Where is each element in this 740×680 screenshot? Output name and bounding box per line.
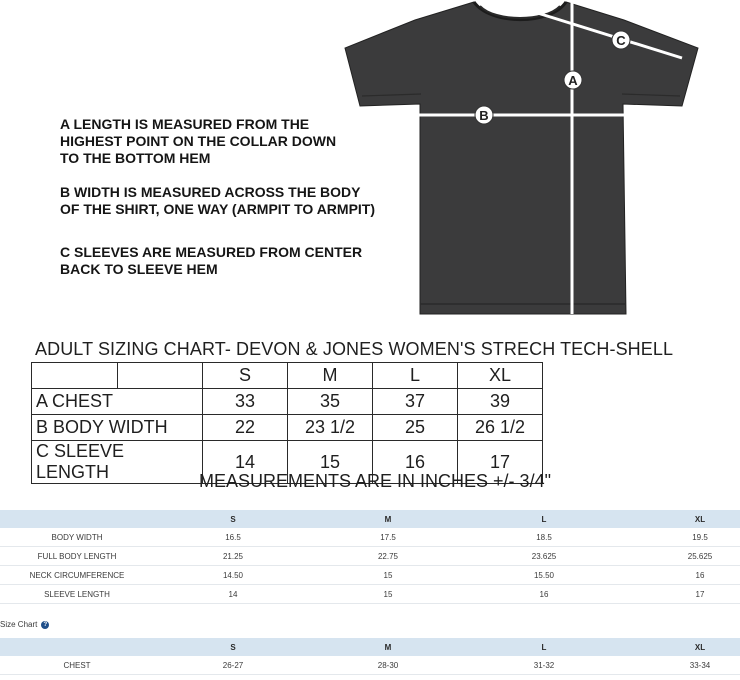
table-cell: 22 xyxy=(203,415,288,441)
row-label: NECK CIRCUMFERENCE xyxy=(29,570,125,580)
table-cell: 33 xyxy=(203,389,288,415)
table-cell: 26-27 xyxy=(222,660,244,670)
size-header: M xyxy=(384,642,392,652)
table-cell: 23 1/2 xyxy=(288,415,373,441)
note-sleeve: C SLEEVES ARE MEASURED FROM CENTER BACK TO SLEEVE HEM xyxy=(60,244,363,277)
spec-header-row xyxy=(0,510,740,528)
table-cell: 14 xyxy=(228,589,238,599)
table-row xyxy=(0,547,740,566)
marker-c xyxy=(612,31,630,49)
row-label: B BODY WIDTH xyxy=(32,415,203,441)
tshirt-diagram xyxy=(340,0,740,320)
adult-row-body-width xyxy=(32,415,543,441)
table-cell: 17 xyxy=(695,589,705,599)
table-cell: 33-34 xyxy=(689,660,711,670)
measurement-tolerance-note: MEASUREMENTS ARE IN INCHES +/- 3/4" xyxy=(199,471,551,491)
size-header: XL xyxy=(458,363,543,389)
row-label: A CHEST xyxy=(32,389,203,415)
table-cell: 19.5 xyxy=(692,532,708,542)
table-cell: 15.50 xyxy=(533,570,555,580)
size-chart-label: Size Chart xyxy=(0,620,38,629)
table-cell: 16 xyxy=(695,570,705,580)
table-row xyxy=(0,585,740,604)
table-cell: 17 xyxy=(458,441,543,484)
note-length: A LENGTH IS MEASURED FROM THE HIGHEST POINT ON THE COLLAR DOWN TO THE BOTTOM HEM xyxy=(60,116,337,166)
size-header: S xyxy=(230,514,236,524)
size-header: XL xyxy=(694,642,706,652)
table-cell: 21.25 xyxy=(222,551,244,561)
table-cell: 37 xyxy=(373,389,458,415)
note-width: B WIDTH IS MEASURED ACROSS THE BODY OF THE SHIRT, ONE WAY (ARMPIT TO ARMPIT) xyxy=(60,184,376,217)
table-cell: 26 1/2 xyxy=(458,415,543,441)
table-cell: 25.625 xyxy=(687,551,713,561)
table-cell: 28-30 xyxy=(377,660,399,670)
table-row xyxy=(0,656,740,675)
adult-header-row xyxy=(32,363,543,389)
size-header: L xyxy=(541,642,547,652)
table-cell: 23.625 xyxy=(531,551,557,561)
row-label: CHEST xyxy=(63,660,91,670)
row-label: FULL BODY LENGTH xyxy=(37,551,117,561)
adult-sizing-table xyxy=(31,362,543,484)
svg-text:B: B xyxy=(479,108,489,123)
spec-table xyxy=(0,510,740,604)
help-icon[interactable]: ? xyxy=(41,621,49,629)
table-cell: 31-32 xyxy=(533,660,555,670)
svg-text:A: A xyxy=(568,73,578,88)
size-header: L xyxy=(373,363,458,389)
table-cell: 14.50 xyxy=(222,570,244,580)
table-cell: 25 xyxy=(373,415,458,441)
adult-row-chest xyxy=(32,389,543,415)
table-cell: 15 xyxy=(288,441,373,484)
row-label: SLEEVE LENGTH xyxy=(44,589,110,599)
table-cell: 35 xyxy=(288,389,373,415)
size-header: M xyxy=(384,514,392,524)
table-cell: 22.75 xyxy=(377,551,399,561)
size-header: M xyxy=(288,363,373,389)
size-chart-heading xyxy=(0,620,49,629)
tshirt-body xyxy=(345,2,698,314)
marker-b xyxy=(475,106,493,124)
size-header: S xyxy=(230,642,236,652)
adult-chart-title: ADULT SIZING CHART- DEVON & JONES WOMEN'S STRECH TECH-SHELL xyxy=(35,339,674,359)
size-header: XL xyxy=(694,514,706,524)
table-cell: 39 xyxy=(458,389,543,415)
size-chart-table xyxy=(0,638,740,675)
svg-text:C: C xyxy=(616,33,626,48)
measurement-notes xyxy=(60,116,390,278)
row-label: BODY WIDTH xyxy=(51,532,103,542)
row-label: C SLEEVE LENGTH xyxy=(32,441,203,484)
size-header: S xyxy=(203,363,288,389)
table-cell: 15 xyxy=(383,589,393,599)
table-cell: 18.5 xyxy=(536,532,552,542)
table-cell: 16.5 xyxy=(225,532,241,542)
table-row xyxy=(0,528,740,547)
table-cell: 17.5 xyxy=(380,532,396,542)
table-cell: 16 xyxy=(539,589,549,599)
table-cell: 14 xyxy=(203,441,288,484)
table-cell: 16 xyxy=(373,441,458,484)
marker-a xyxy=(564,71,582,89)
table-row xyxy=(0,566,740,585)
size-chart-header-row xyxy=(0,638,740,656)
size-header: L xyxy=(541,514,547,524)
table-cell: 15 xyxy=(383,570,393,580)
